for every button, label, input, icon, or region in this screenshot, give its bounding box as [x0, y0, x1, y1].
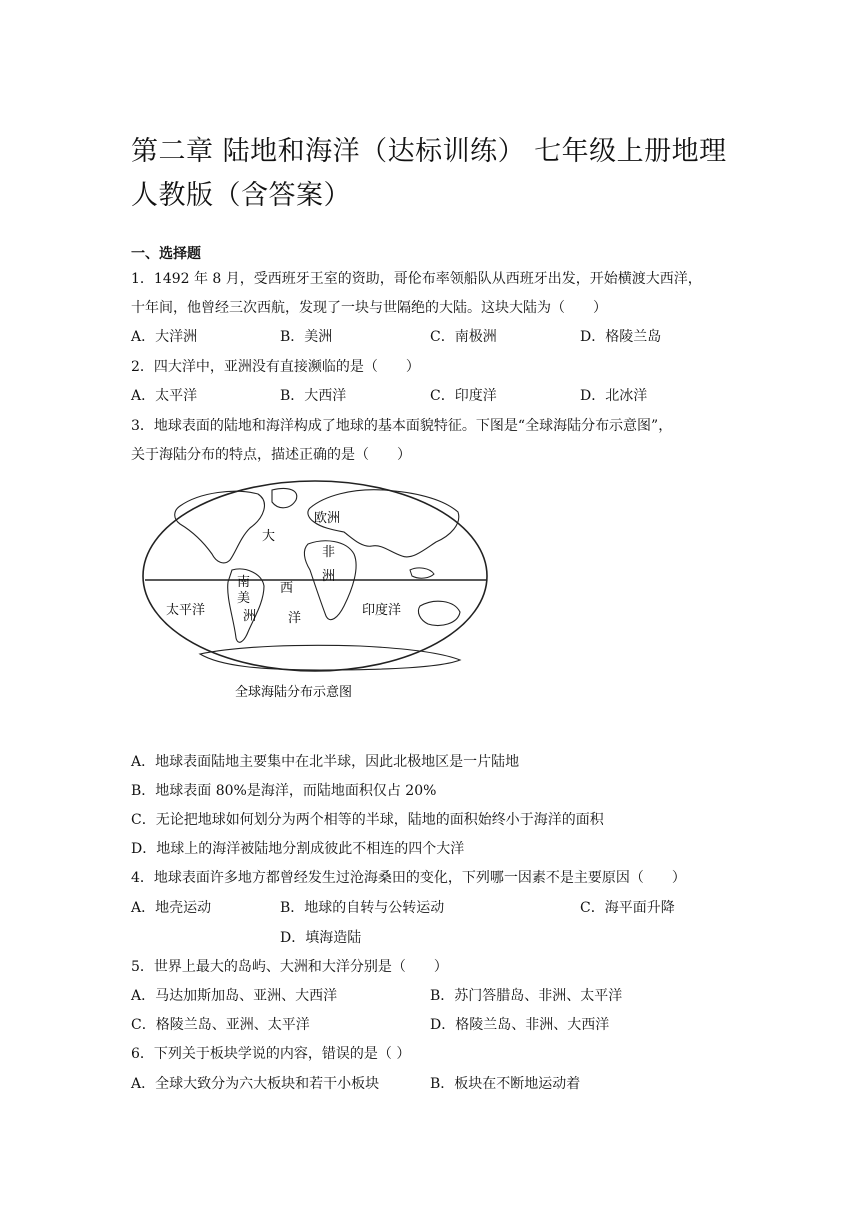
question-6-option-b: B．板块在不断地运动着 — [430, 1076, 581, 1092]
question-3-option-b: B．地球表面 80%是海洋，而陆地面积仅占 20% — [131, 783, 437, 799]
world-map-figure — [140, 478, 495, 703]
question-2-text: 2．四大洋中，亚洲没有直接濒临的是（ ） — [131, 359, 420, 375]
page-title: 第二章 陆地和海洋（达标训练） 七年级上册地理人教版（含答案） — [131, 136, 727, 211]
question-2-option-b: B．大西洋 — [280, 388, 347, 404]
question-4-text: 4．地球表面许多地方都曾经发生过沧海桑田的变化，下列哪一因素不是主要原因（ ） — [131, 870, 686, 886]
question-1-text-line1: 1．1492 年 8 月，受西班牙王室的资助，哥伦布率领船队从西班牙出发，开始横渡大西洋， — [131, 271, 702, 287]
question-3-text-line2: 关于海陆分布的特点，描述正确的是（ ） — [131, 447, 411, 463]
map-label-pacific: 太平洋 — [166, 603, 206, 618]
greenland-outline — [272, 488, 297, 507]
map-label-atlantic-2: 西 — [280, 581, 294, 596]
map-label-atlantic-3: 洋 — [288, 611, 302, 626]
map-label-south-america-3: 洲 — [243, 609, 257, 624]
question-1-option-a: A．大洋洲 — [131, 329, 198, 345]
question-1-text-line2: 十年间，他曾经三次西航，发现了一块与世隔绝的大陆。这块大陆为（ ） — [131, 300, 607, 316]
map-label-africa-1: 非 — [322, 545, 336, 560]
north-america-outline — [175, 491, 265, 563]
question-4-option-a: A．地壳运动 — [131, 900, 212, 916]
question-5-option-b: B．苏门答腊岛、非洲、太平洋 — [430, 988, 623, 1004]
question-4-option-d: D．填海造陆 — [280, 930, 362, 946]
question-5-text: 5．世界上最大的岛屿、大洲和大洋分别是（ ） — [131, 959, 448, 975]
map-label-south-america-2: 美 — [237, 591, 251, 606]
question-5-option-d: D．格陵兰岛、非洲、大西洋 — [430, 1017, 610, 1033]
question-2-option-a: A．太平洋 — [131, 388, 198, 404]
question-3-option-d: D．地球上的海洋被陆地分割成彼此不相连的四个大洋 — [131, 841, 465, 857]
map-label-atlantic-1: 大 — [262, 529, 276, 544]
map-caption: 全球海陆分布示意图 — [235, 685, 353, 700]
antarctica-outline — [200, 645, 460, 670]
question-1-option-c: C．南极洲 — [430, 329, 497, 345]
question-3-option-c: C．无论把地球如何划分为两个相等的半球，陆地的面积始终小于海洋的面积 — [131, 812, 604, 828]
question-2-option-d: D．北冰洋 — [580, 388, 648, 404]
question-1-option-d: D．格陵兰岛 — [580, 329, 662, 345]
question-5-option-c: C．格陵兰岛、亚洲、太平洋 — [131, 1017, 310, 1033]
question-5-option-a: A．马达加斯加岛、亚洲、大西洋 — [131, 988, 338, 1004]
question-3-text-line1: 3．地球表面的陆地和海洋构成了地球的基本面貌特征。下图是“全球海陆分布示意图”， — [131, 418, 673, 434]
question-4-option-b: B．地球的自转与公转运动 — [280, 900, 445, 916]
map-label-africa-2: 洲 — [322, 569, 336, 584]
question-4-option-c: C．海平面升降 — [580, 900, 675, 916]
islands-outline — [410, 568, 434, 578]
map-label-indian: 印度洋 — [362, 603, 402, 618]
question-6-option-a: A．全球大致分为六大板块和若干小板块 — [131, 1076, 380, 1092]
question-2-option-c: C．印度洋 — [430, 388, 497, 404]
australia-outline — [418, 601, 460, 625]
map-label-south-america-1: 南 — [237, 575, 251, 590]
section-heading: 一、选择题 — [131, 246, 201, 262]
question-3-option-a: A．地球表面陆地主要集中在北半球，因此北极地区是一片陆地 — [131, 754, 520, 770]
map-label-europe: 欧洲 — [314, 511, 341, 526]
question-6-text: 6．下列关于板块学说的内容，错误的是（ ） — [131, 1046, 411, 1062]
question-1-option-b: B．美洲 — [280, 329, 333, 345]
